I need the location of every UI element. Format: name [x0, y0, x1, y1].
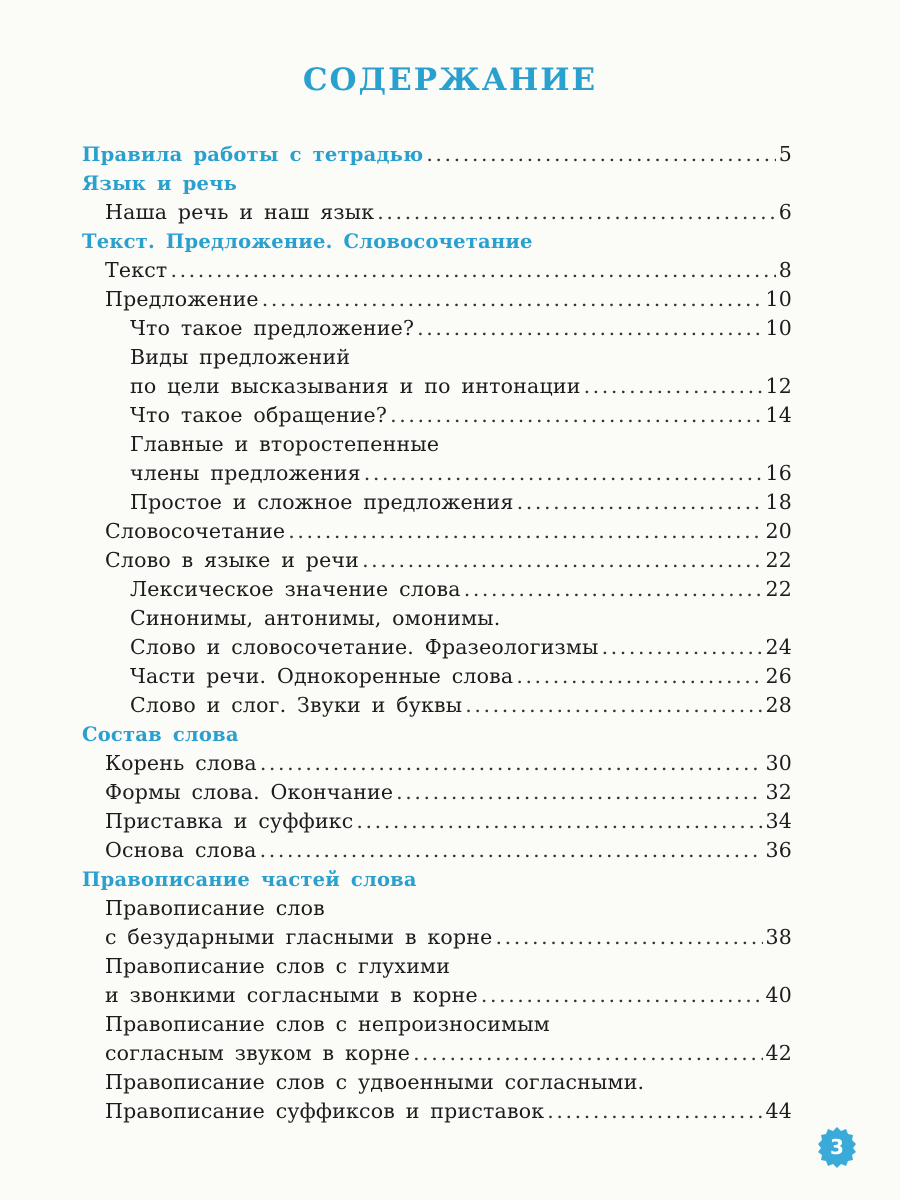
dot-leader [390, 401, 762, 430]
toc-entry-title: Простое и сложное предложения [130, 490, 514, 514]
toc-entry [80, 981, 792, 1010]
toc-page-number: 18 [765, 490, 792, 514]
dot-leader [364, 459, 763, 488]
toc-entry-title: Корень слова [105, 751, 257, 775]
toc-entry [80, 1010, 792, 1039]
toc-entry [80, 546, 792, 575]
dot-leader [413, 1039, 762, 1068]
toc-entry [80, 198, 792, 227]
toc-entry-title: Предложение [105, 287, 259, 311]
toc-entry-title: и звонкими согласными в корне [105, 983, 478, 1007]
dot-leader [417, 314, 762, 343]
toc-entry-title: Основа слова [105, 838, 257, 862]
toc-entry-title: Части речи. Однокоренные слова [130, 664, 514, 688]
dot-leader [602, 633, 763, 662]
toc-page-number: 24 [765, 635, 792, 659]
dot-leader [377, 198, 775, 227]
toc-page-number: 12 [765, 374, 792, 398]
toc-entry [80, 575, 792, 604]
dot-leader [516, 662, 762, 691]
toc-entry [80, 1039, 792, 1068]
toc-page-number: 14 [765, 403, 792, 427]
toc-entry [80, 807, 792, 836]
toc-entry [80, 691, 792, 720]
toc-page-number: 44 [765, 1099, 792, 1123]
toc-entry-title: Наша речь и наш язык [105, 200, 375, 224]
table-of-contents [80, 140, 792, 1126]
dot-leader [170, 256, 775, 285]
toc-entry [80, 894, 792, 923]
toc-entry [80, 952, 792, 981]
toc-entry [80, 459, 792, 488]
dot-leader [464, 575, 763, 604]
toc-entry-title: Синонимы, антонимы, омонимы. [130, 606, 501, 630]
toc-page-number: 22 [765, 577, 792, 601]
toc-entry-title: Приставка и суффикс [105, 809, 354, 833]
toc-entry-title: Правописание слов с удвоенными согласными. [105, 1070, 645, 1094]
dot-leader [260, 836, 763, 865]
toc-page-number: 40 [765, 983, 792, 1007]
toc-entry-title: Правописание частей слова [82, 868, 417, 891]
toc-page-number: 8 [778, 258, 792, 282]
toc-page-number: 34 [765, 809, 792, 833]
toc-entry-title: Текст. Предложение. Словосочетание [82, 230, 533, 253]
page-number: 3 [830, 1135, 844, 1159]
toc-entry [80, 923, 792, 952]
toc-page-number: 16 [765, 461, 792, 485]
toc-entry [80, 1068, 792, 1097]
toc-section-heading [80, 720, 792, 749]
toc-entry-title: Слово и словосочетание. Фразеологизмы [130, 635, 599, 659]
toc-entry-title: Слово в языке и речи [105, 548, 360, 572]
toc-entry-title: Словосочетание [105, 519, 286, 543]
toc-entry [80, 343, 792, 372]
toc-entry-title: Состав слова [82, 723, 239, 746]
toc-entry [80, 314, 792, 343]
toc-page-number: 32 [765, 780, 792, 804]
toc-page-number: 28 [765, 693, 792, 717]
dot-leader [517, 488, 763, 517]
toc-entry [80, 285, 792, 314]
toc-page-number: 36 [765, 838, 792, 862]
toc-entry-title: Виды предложений [130, 345, 351, 369]
toc-entry [80, 430, 792, 459]
toc-entry-title: по цели высказывания и по интонации [130, 374, 581, 398]
dot-leader [584, 372, 763, 401]
toc-page-number: 42 [765, 1041, 792, 1065]
toc-entry [80, 256, 792, 285]
toc-page-number: 5 [778, 142, 792, 166]
toc-entry-title: Язык и речь [82, 172, 238, 195]
dot-leader [288, 517, 762, 546]
toc-entry-title: Лексическое значение слова [130, 577, 461, 601]
toc-entry [80, 749, 792, 778]
toc-entry-title: Что такое предложение? [130, 316, 415, 340]
toc-entry-title: Правописание слов с глухими [105, 954, 451, 978]
toc-entry-title: согласным звуком в корне [105, 1041, 411, 1065]
toc-entry-title: Правописание суффиксов и приставок [105, 1099, 545, 1123]
toc-entry [80, 1097, 792, 1126]
dot-leader [356, 807, 762, 836]
toc-page-number: 26 [765, 664, 792, 688]
toc-entry-title: Что такое обращение? [130, 403, 388, 427]
toc-entry-title: Текст [105, 258, 168, 282]
toc-entry [80, 836, 792, 865]
dot-leader [260, 749, 763, 778]
page-title: СОДЕРЖАНИЕ [302, 62, 598, 98]
toc-entry [80, 401, 792, 430]
dot-leader [496, 923, 763, 952]
toc-entry-title: Правила работы с тетрадью [82, 143, 424, 166]
dot-leader [547, 1097, 762, 1126]
dot-leader [426, 140, 775, 169]
dot-leader [362, 546, 762, 575]
dot-leader [481, 981, 763, 1010]
dot-leader [262, 285, 763, 314]
toc-entry [80, 372, 792, 401]
toc-page-number: 20 [765, 519, 792, 543]
toc-page-number: 10 [765, 287, 792, 311]
dot-leader [465, 691, 762, 720]
toc-page-number: 38 [765, 925, 792, 949]
toc-entry [80, 633, 792, 662]
toc-page-number: 30 [765, 751, 792, 775]
toc-section-heading [80, 140, 792, 169]
toc-entry-title: Слово и слог. Звуки и буквы [130, 693, 463, 717]
toc-section-heading [80, 227, 792, 256]
toc-page-number: 6 [778, 200, 792, 224]
toc-entry [80, 604, 792, 633]
toc-section-heading [80, 865, 792, 894]
toc-section-heading [80, 169, 792, 198]
toc-entry [80, 662, 792, 691]
toc-entry [80, 778, 792, 807]
dot-leader [396, 778, 762, 807]
toc-entry-title: Правописание слов с непроизносимым [105, 1012, 550, 1036]
toc-page-number: 10 [765, 316, 792, 340]
toc-entry-title: с безударными гласными в корне [105, 925, 493, 949]
toc-entry-title: члены предложения [130, 461, 361, 485]
toc-page-number: 22 [765, 548, 792, 572]
toc-entry [80, 517, 792, 546]
toc-entry-title: Главные и второстепенные [130, 432, 440, 456]
toc-entry [80, 488, 792, 517]
toc-entry-title: Формы слова. Окончание [105, 780, 394, 804]
toc-entry-title: Правописание слов [105, 896, 325, 920]
